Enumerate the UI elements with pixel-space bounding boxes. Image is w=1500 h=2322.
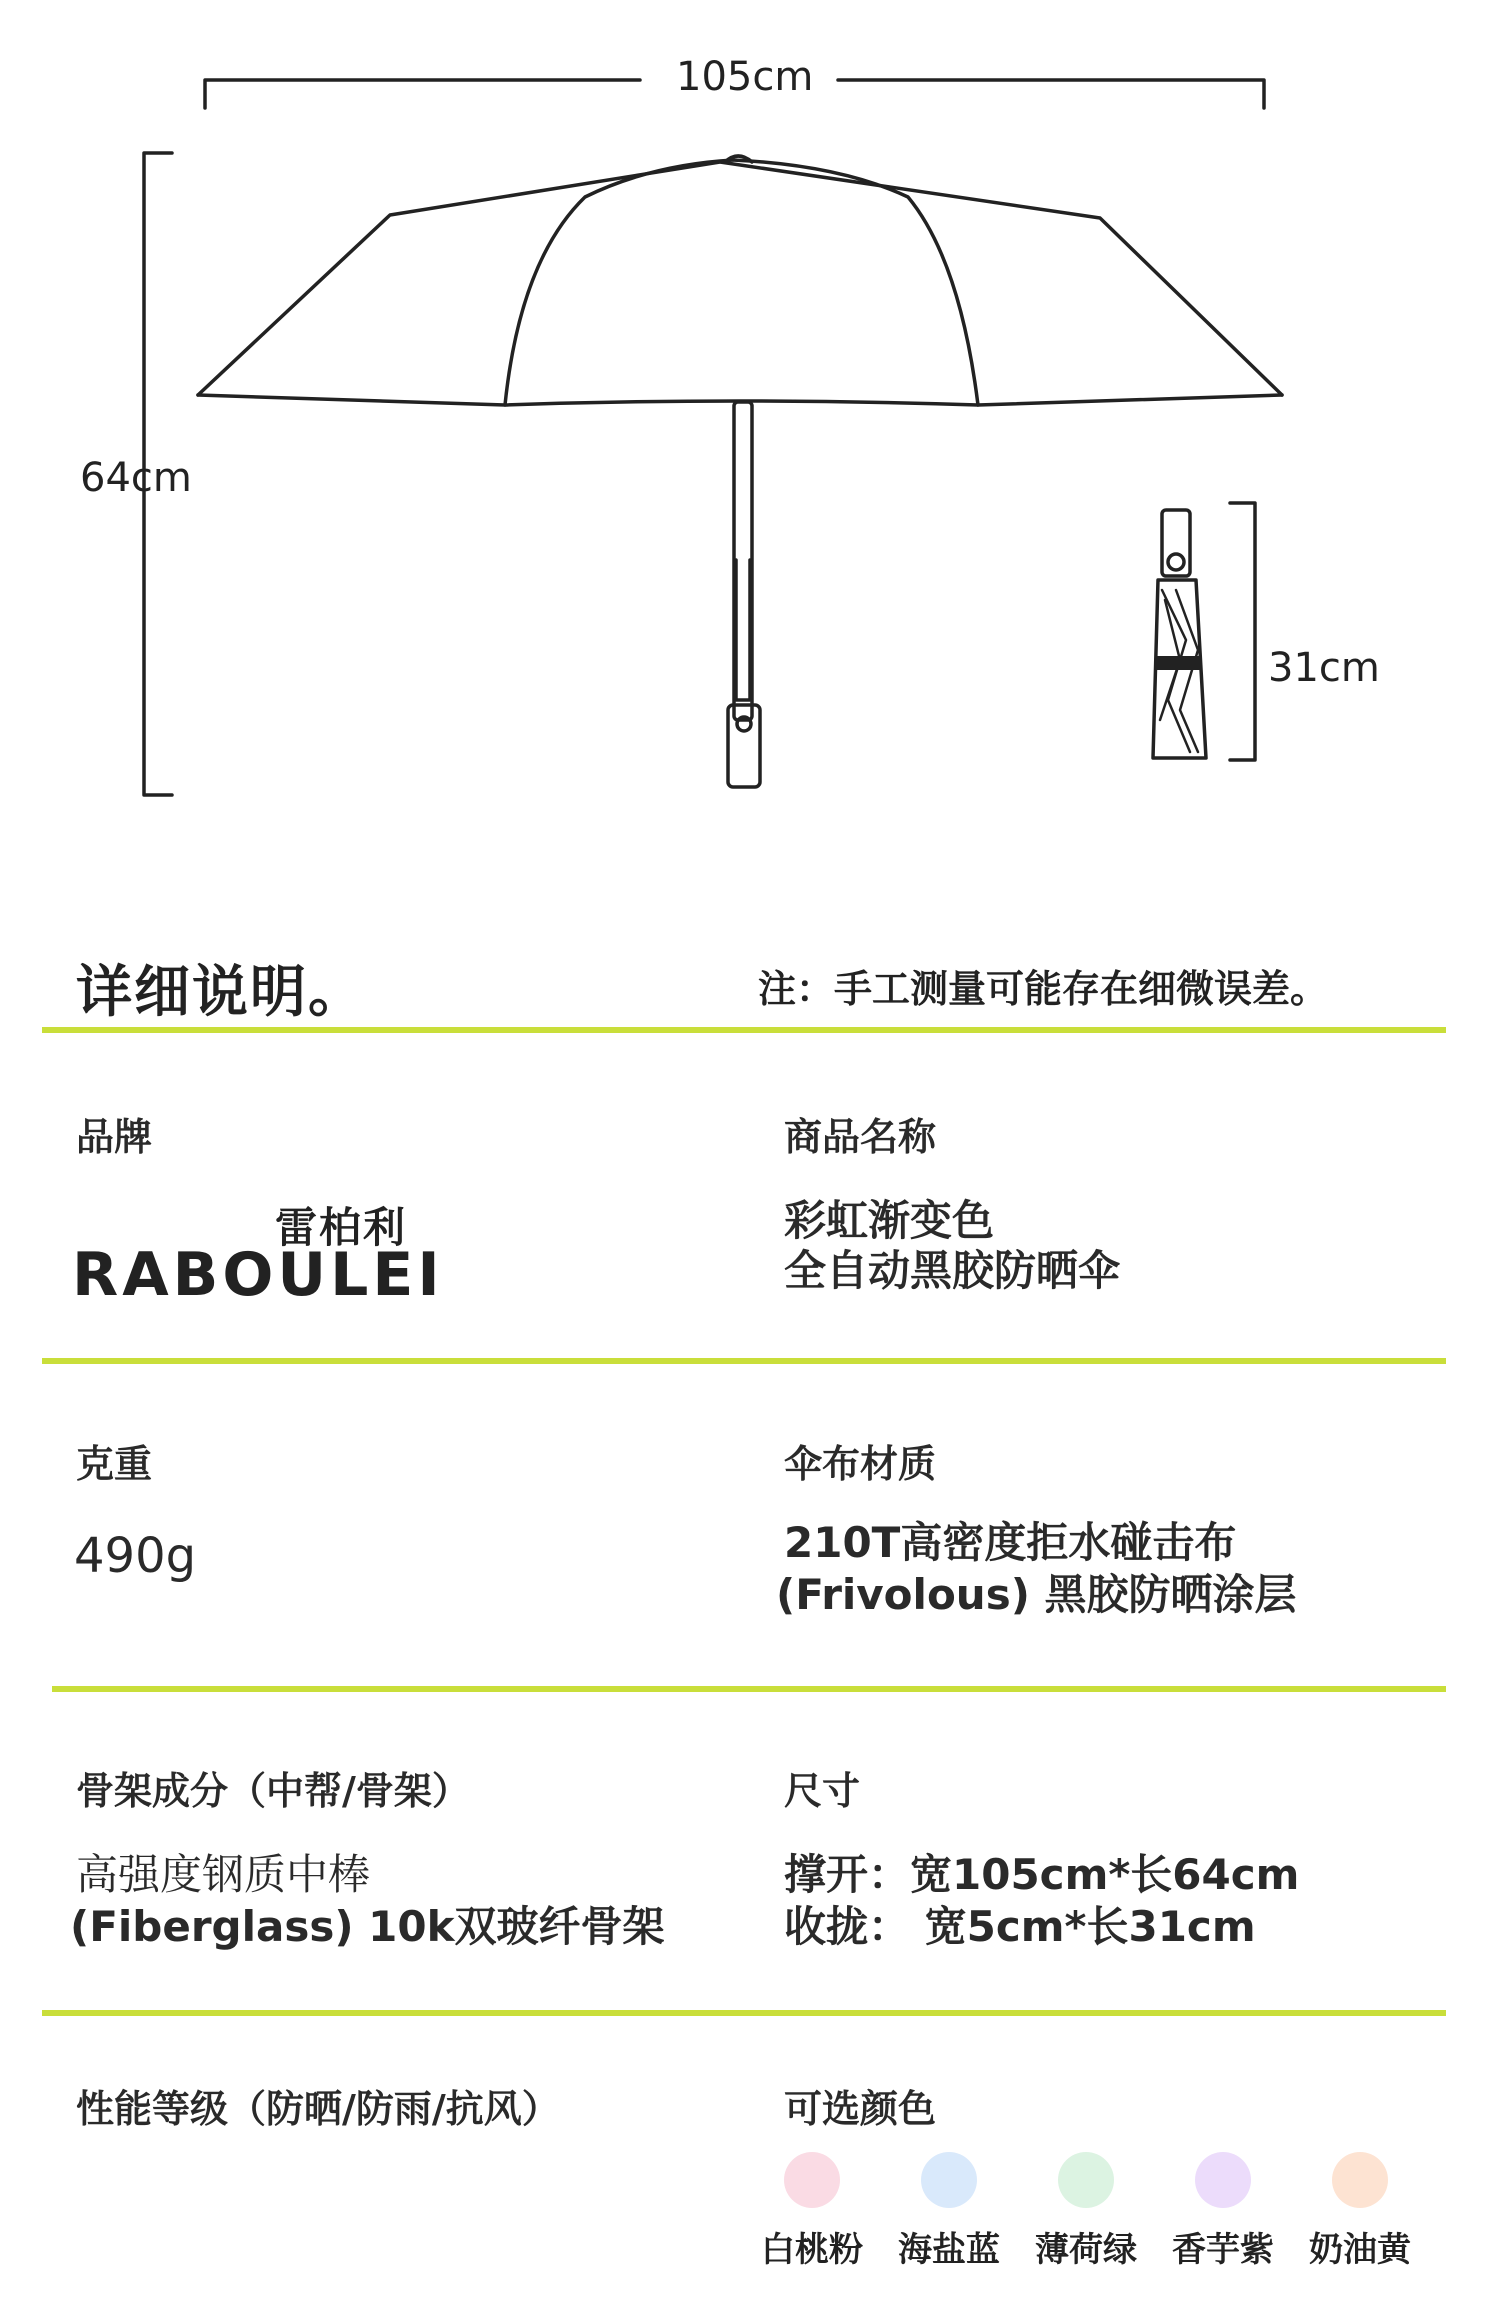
colors-label: 可选颜色 [784, 2087, 937, 2131]
fabric-line1: 210T高密度拒水碰击布 [784, 1518, 1237, 1567]
color-swatch-label: 薄荷绿 [1035, 2230, 1137, 2270]
product-name-line2: 全自动黑胶防晒伞 [784, 1246, 1121, 1295]
color-swatch-label: 白桃粉 [761, 2230, 863, 2270]
frame-line2: (Fiberglass) 10k双玻纤骨架 [70, 1902, 665, 1951]
page-title: 详细说明。 [76, 960, 366, 1025]
frame-line1: 高强度钢质中棒 [76, 1850, 371, 1899]
umbrella-diagram [0, 0, 1500, 820]
color-swatch[interactable] [1195, 2152, 1251, 2208]
product-name-line1: 彩虹渐变色 [784, 1196, 995, 1245]
size-label: 尺寸 [784, 1769, 861, 1813]
color-swatch-label: 海盐蓝 [898, 2230, 1000, 2270]
width-dimension-label: 105cm [676, 54, 814, 100]
size-open: 撑开：宽105cm*长64cm [784, 1850, 1300, 1899]
divider [52, 1686, 1446, 1692]
divider [42, 2010, 1446, 2016]
fabric-label: 伞布材质 [784, 1442, 937, 1486]
brand-chinese-name: 雷柏利 [275, 1203, 408, 1252]
weight-label: 克重 [76, 1442, 153, 1486]
performance-label: 性能等级（防晒/防雨/抗风） [76, 2087, 560, 2131]
height-dimension-label: 64cm [80, 455, 192, 501]
divider [42, 1027, 1446, 1033]
fabric-line2: (Frivolous) 黑胶防晒涂层 [776, 1570, 1297, 1619]
color-swatch[interactable] [921, 2152, 977, 2208]
measurement-note: 注：手工测量可能存在细微误差。 [758, 967, 1329, 1011]
divider [42, 1358, 1446, 1364]
color-swatch[interactable] [1332, 2152, 1388, 2208]
brand-label: 品牌 [76, 1115, 153, 1159]
color-swatch-label: 奶油黄 [1309, 2230, 1411, 2270]
weight-value: 490g [74, 1528, 197, 1584]
folded-length-label: 31cm [1268, 645, 1380, 691]
color-swatch[interactable] [784, 2152, 840, 2208]
color-swatch-label: 香芋紫 [1172, 2230, 1274, 2270]
color-swatch[interactable] [1058, 2152, 1114, 2208]
size-folded: 收拢： 宽5cm*长31cm [784, 1902, 1256, 1951]
brand-logo-text: RABOULEI [72, 1240, 444, 1310]
frame-label: 骨架成分（中帮/骨架） [76, 1769, 470, 1813]
product-name-label: 商品名称 [784, 1115, 937, 1159]
